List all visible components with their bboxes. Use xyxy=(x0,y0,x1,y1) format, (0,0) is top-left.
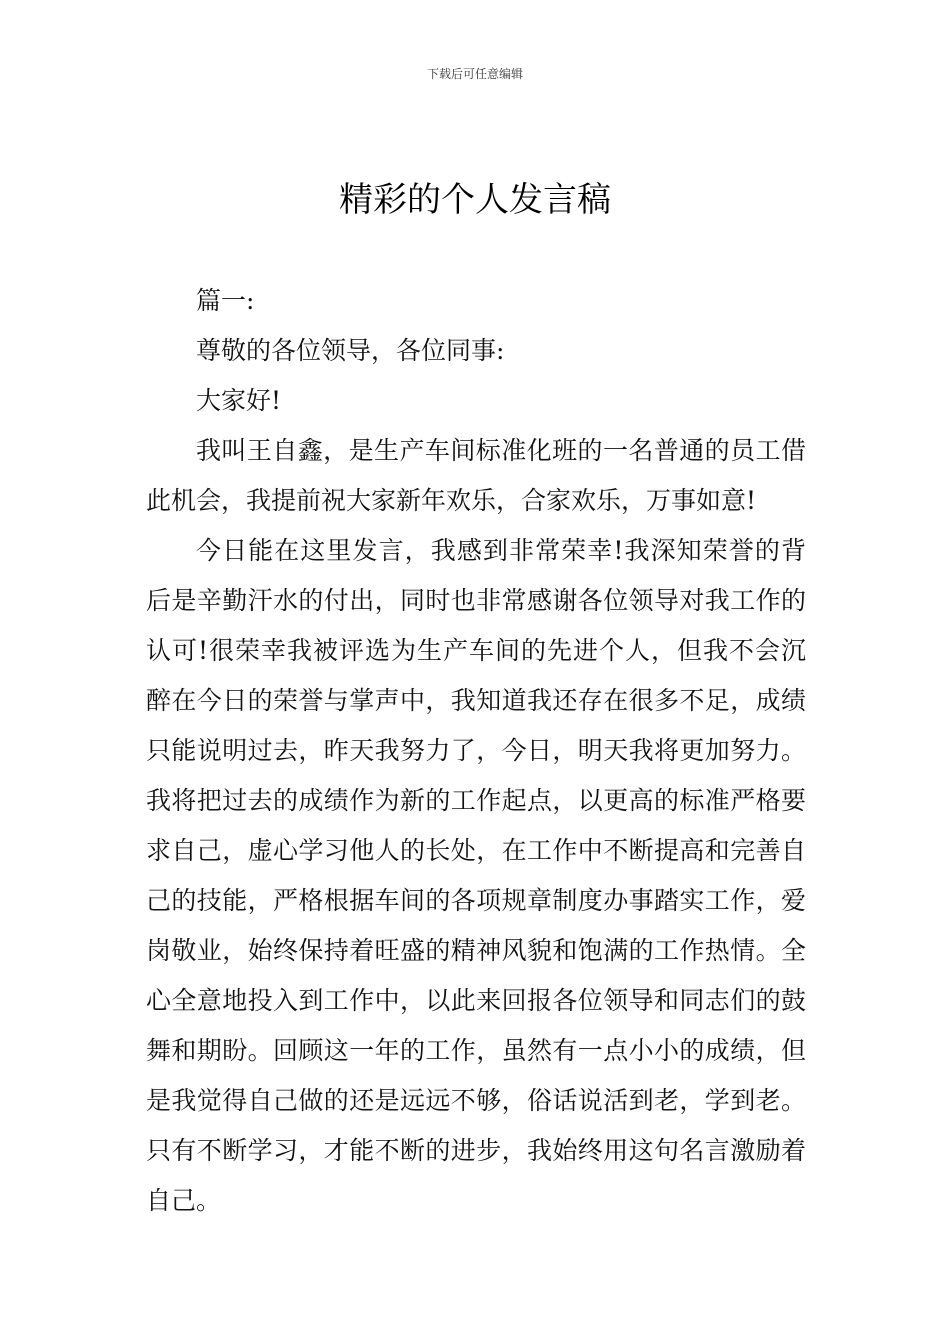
document-title: 精彩的个人发言稿 xyxy=(339,180,611,220)
document-body xyxy=(146,276,806,1226)
header-note: 下载后可任意编辑 xyxy=(426,67,523,81)
paragraph-introduction: 我叫王自鑫，是生产车间标准化班的一名普通的员工借此机会，我提前祝大家新年欢乐，合家欢乐，万事如意! xyxy=(146,436,806,515)
paragraph-section-label: 篇一: xyxy=(196,286,255,315)
paragraph-greeting: 大家好! xyxy=(196,386,282,415)
paragraph-salutation: 尊敬的各位领导，各位同事: xyxy=(196,336,505,365)
paragraph-main-body: 今日能在这里发言，我感到非常荣幸!我深知荣誉的背后是辛勤汗水的付出，同时也非常感谢各位领导对我工作的认可!很荣幸我被评选为生产车间的先进个人，但我不会沉醉在今日的荣誉与掌声中，我知道我还存在很多不足，成绩只能说明过去，昨天我努力了，今日，明天我将更加努力。我将把过去的成绩作为新的工作起点，以更高的标准严格要求自己，虚心学习他人的长处，在工作中不断提高和完善自己的技能，严格根据车间的各项规章制度办事踏实工作，爱岗敬业，始终保持着旺盛的精神风貌和饱满的工作热情。全心全意地投入到工作中，以此来回报各位领导和同志们的鼓舞和期盼。回顾这一年的工作，虽然有一点小小的成绩，但是我觉得自己做的还是远远不够，俗话说活到老，学到老。只有不断学习，才能不断的进步，我始终用这句名言激励着自己。 xyxy=(146,536,806,1215)
